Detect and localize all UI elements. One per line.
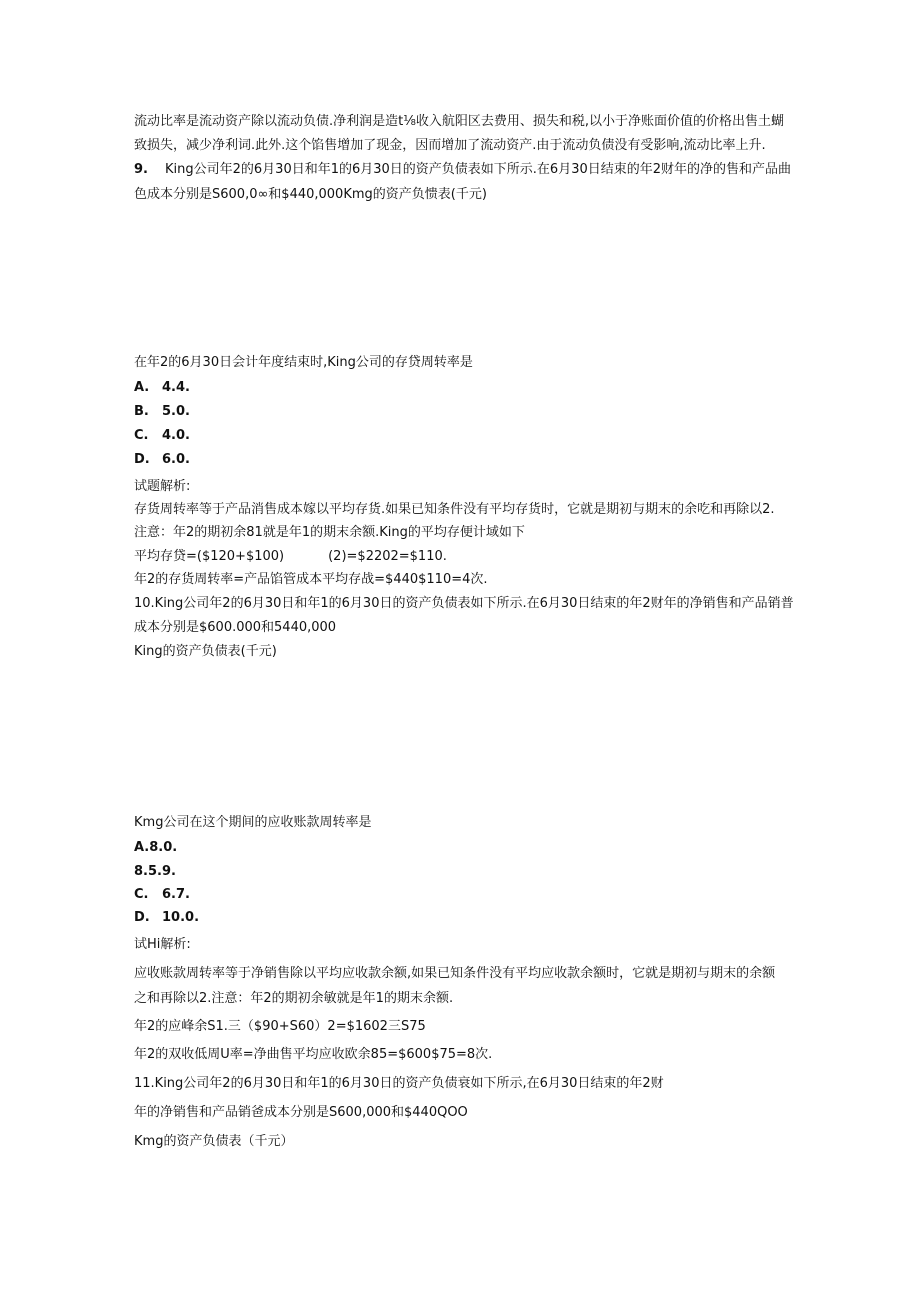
question-10-prompt: Kmg公司在这个期间的应收账款周转率是 bbox=[134, 815, 372, 830]
option-c bbox=[134, 887, 190, 903]
option-letter: B. bbox=[134, 404, 149, 419]
balance-sheet-placeholder bbox=[134, 210, 784, 350]
question-9-line bbox=[134, 162, 791, 178]
formula-right: (2)=$2202=$110. bbox=[328, 549, 447, 564]
option-text: 6.0. bbox=[162, 452, 190, 467]
analysis-line: 年2的存货周转率=产品馅管成本平均存战=$440$110=4次. bbox=[134, 572, 488, 587]
analysis-line: 注意：年2的期初余81就是年1的期末余额.King的平均存便计域如下 bbox=[134, 525, 525, 540]
question-10-line-3: King的资产负债表(千元) bbox=[134, 644, 277, 659]
question-9-prompt: 在年2的6月30日会计年度结束时,King公司的存贷周转率是 bbox=[134, 355, 473, 370]
option-text: 4.0. bbox=[162, 428, 190, 443]
analysis-line: 应收账款周转率等于净销售除以平均应收款余额,如果已知条件没有平均应收款余额时，它就是期初与期末的余额 bbox=[134, 966, 776, 981]
option-letter: A. bbox=[134, 380, 150, 395]
option-text: 10.0. bbox=[162, 910, 200, 925]
paragraph-line: 致损失，减少净利词.此外.这个馅售增加了现金，因而增加了流动资产.由于流动负债没有受影响,流动比率上升. bbox=[134, 138, 766, 153]
option-d bbox=[134, 910, 199, 926]
option-b bbox=[134, 404, 190, 420]
analysis-line: 年2的应峰余S1.三（$90+S60）2=$1602三S75 bbox=[134, 1019, 426, 1034]
option-letter: C. bbox=[134, 887, 149, 902]
question-11-line-3: Kmg的资产负债表（千元） bbox=[134, 1134, 294, 1149]
option-text: 4.4. bbox=[162, 380, 190, 395]
option-text: 5.0. bbox=[162, 404, 190, 419]
analysis-line: 年2的双收低周U率=净曲售平均应收欧余85=$600$75=8次. bbox=[134, 1047, 493, 1062]
analysis-formula-line bbox=[134, 549, 447, 565]
analysis-title: 试Hi解析: bbox=[134, 937, 191, 952]
option-letter: D. bbox=[134, 452, 150, 467]
option-text: 6.7. bbox=[162, 887, 190, 902]
question-9-line-2: 色成本分别是S600,0∞和$440,000Kmg的资产负愦表(千元) bbox=[134, 187, 487, 202]
balance-sheet-placeholder bbox=[134, 666, 784, 806]
option-letter: D. bbox=[134, 910, 150, 925]
paragraph-line: 流动比率是流动资产除以流动负债.净利润是造t⅛收入航阳区去费用、损失和税,以小于净账面价值的价格出售土蝴 bbox=[134, 114, 784, 129]
question-number: 9. bbox=[134, 162, 148, 177]
question-11-line: 11.King公司年2的6月30日和年1的6月30日的资产负债衰如下所示,在6月30日结束的年2财 bbox=[134, 1076, 664, 1091]
analysis-line: 存货周转率等于产品消售成本嫁以平均存货.如果已知条件没有平均存货时，它就是期初与期末的余吃和再除以2. bbox=[134, 502, 775, 517]
option-letter: C. bbox=[134, 428, 149, 443]
analysis-title: 试题解析: bbox=[134, 479, 191, 494]
question-10-line-2: 成本分别是$600.000和5440,000 bbox=[134, 620, 337, 635]
analysis-line: 之和再除以2.注意：年2的期初余敏就是年1的期末余额. bbox=[134, 991, 454, 1006]
option-a bbox=[134, 380, 190, 396]
option-d bbox=[134, 452, 190, 468]
question-9-text: King公司年2的6月30日和年1的6月30日的资产负债表如下所示.在6月30日结束的年2财年的净的售和产品曲 bbox=[165, 162, 792, 177]
question-10-line: 10.King公司年2的6月30日和年1的6月30日的资产负债表如下所示.在6月30日结束的年2财年的净销售和产品销普 bbox=[134, 596, 794, 611]
option-c bbox=[134, 428, 190, 444]
formula-left: 平均存贷=($120+$100) bbox=[134, 549, 285, 564]
option-a: A.8.0. bbox=[134, 840, 178, 855]
question-11-line-2: 年的净销售和产品销爸成本分别是S600,000和$440QOO bbox=[134, 1105, 468, 1120]
option-b: 8.5.9. bbox=[134, 864, 176, 879]
